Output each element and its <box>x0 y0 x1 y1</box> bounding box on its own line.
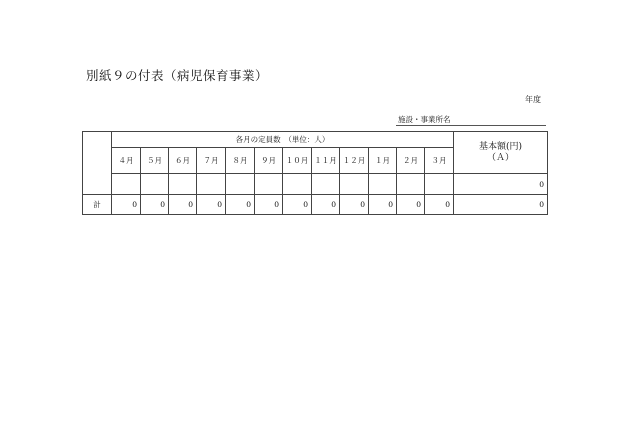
total-month-cell: 0 <box>226 195 255 215</box>
month-header: ５月 <box>141 148 169 174</box>
month-header: ４月 <box>112 148 141 174</box>
month-header: ８月 <box>226 148 255 174</box>
month-capacity-cell[interactable] <box>340 174 369 195</box>
month-capacity-cell[interactable] <box>369 174 397 195</box>
total-month-cell: 0 <box>255 195 283 215</box>
month-capacity-cell[interactable] <box>169 174 197 195</box>
month-header: １０月 <box>283 148 312 174</box>
total-month-cell: 0 <box>369 195 397 215</box>
month-header: ６月 <box>169 148 197 174</box>
base-amount-header-line2: （Ａ） <box>487 152 515 163</box>
month-capacity-cell[interactable] <box>312 174 340 195</box>
total-month-cell: 0 <box>141 195 169 215</box>
base-amount-header-line1: 基本額(円) <box>479 142 523 153</box>
facility-name-label: 施設・事業所名 <box>398 115 451 124</box>
month-header: ７月 <box>197 148 226 174</box>
total-month-cell: 0 <box>312 195 340 215</box>
total-row-label: 計 <box>83 195 112 215</box>
month-capacity-cell[interactable] <box>255 174 283 195</box>
total-month-cell: 0 <box>169 195 197 215</box>
month-capacity-cell[interactable] <box>197 174 226 195</box>
month-header: ９月 <box>255 148 283 174</box>
row-label-cell-blank <box>83 132 112 195</box>
page-title: 別紙９の付表（病児保育事業） <box>86 68 269 83</box>
month-header: ３月 <box>425 148 454 174</box>
month-header: １１月 <box>312 148 340 174</box>
total-month-cell: 0 <box>340 195 369 215</box>
total-month-cell: 0 <box>112 195 141 215</box>
month-capacity-cell[interactable] <box>141 174 169 195</box>
capacity-table <box>82 131 548 215</box>
month-capacity-cell[interactable] <box>112 174 141 195</box>
total-month-cell: 0 <box>425 195 454 215</box>
total-month-cell: 0 <box>283 195 312 215</box>
base-amount-cell[interactable]: 0 <box>454 174 548 195</box>
month-capacity-cell[interactable] <box>397 174 425 195</box>
month-capacity-cell[interactable] <box>283 174 312 195</box>
capacity-header: 各月の定員数 （単位：人） <box>112 132 454 148</box>
facility-name-underline <box>396 125 546 126</box>
total-month-cell: 0 <box>197 195 226 215</box>
month-capacity-cell[interactable] <box>425 174 454 195</box>
total-month-cell: 0 <box>397 195 425 215</box>
base-amount-header <box>454 132 548 174</box>
fiscal-year-label: 年度 <box>525 95 541 104</box>
total-base-amount-cell: 0 <box>454 195 548 215</box>
month-header: １月 <box>369 148 397 174</box>
month-header: ２月 <box>397 148 425 174</box>
month-header: １２月 <box>340 148 369 174</box>
month-capacity-cell[interactable] <box>226 174 255 195</box>
